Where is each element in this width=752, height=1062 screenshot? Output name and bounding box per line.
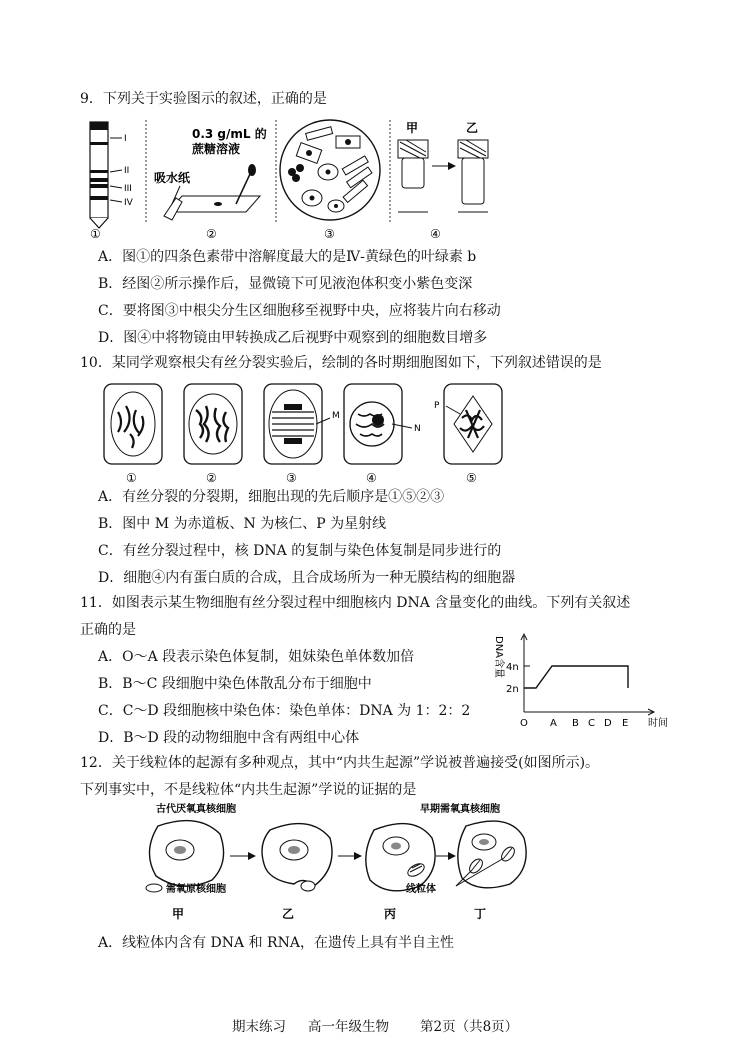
footer-left: 期末练习 bbox=[232, 1019, 286, 1035]
q10-option-c: C．有丝分裂过程中，核 DNA 的复制与染色体复制是同步进行的 bbox=[98, 543, 502, 559]
paper-label: 吸水纸 bbox=[154, 171, 191, 185]
lens-label-a: 甲 bbox=[406, 121, 419, 135]
q12-stem-line2: 下列事实中，不是线粒体“内共生起源”学说的证据的是 bbox=[80, 782, 417, 798]
mitochondria-label: 线粒体 bbox=[406, 884, 436, 895]
chart-xtick-b: B bbox=[572, 718, 579, 729]
early-cell-label: 早期需氧真核细胞 bbox=[420, 804, 500, 815]
chart-xtick-o: O bbox=[520, 718, 528, 729]
q11-option-a: A．O～A 段表示染色体复制，姐妹染色单体数加倍 bbox=[98, 649, 415, 665]
q10-option-d: D．细胞④内有蛋白质的合成，且合成场所为一种无膜结构的细胞器 bbox=[98, 570, 516, 586]
cell-label-4: ④ bbox=[366, 471, 377, 485]
stage-label-3: 丙 bbox=[384, 907, 397, 921]
band-label-3: III bbox=[124, 184, 132, 194]
mitosis-cell-3 bbox=[264, 384, 340, 464]
panel-label-2: ② bbox=[206, 227, 217, 240]
dna-chart bbox=[488, 630, 682, 730]
q9-option-c: C．要将图③中根尖分生区细胞移至视野中央，应将装片向右移动 bbox=[98, 303, 501, 319]
endosymbiosis-figure bbox=[130, 800, 530, 924]
q9-figure bbox=[80, 116, 510, 240]
chart-ytick-4n: 4n bbox=[506, 662, 519, 673]
q10-option-a: A．有丝分裂的分裂期，细胞出现的先后顺序是①⑤②③ bbox=[98, 489, 445, 505]
panel-label-4: ④ bbox=[430, 227, 441, 240]
objective-lenses bbox=[398, 121, 488, 212]
q11-option-c: C．C～D 段细胞核中染色体：染色单体：DNA 为 1：2：2 bbox=[98, 703, 471, 719]
mitosis-cell-2 bbox=[184, 384, 242, 464]
chart-dna-line bbox=[524, 666, 628, 688]
q10-stem: 10．某同学观察根尖有丝分裂实验后，绘制的各时期细胞图如下，下列叙述错误的是 bbox=[80, 355, 602, 371]
label-n: N bbox=[414, 424, 421, 434]
footer-middle: 高一年级生物 bbox=[308, 1019, 389, 1035]
chromatography-strip bbox=[90, 122, 134, 228]
stage-label-4: 丁 bbox=[474, 907, 487, 921]
lens-label-b: 乙 bbox=[466, 121, 479, 135]
microscope-view bbox=[280, 120, 380, 220]
chart-xtick-e: E bbox=[622, 718, 629, 729]
panel-label-1: ① bbox=[90, 227, 101, 240]
prokaryote-label: 需氧原核细胞 bbox=[166, 884, 226, 895]
q12-stem-line1: 12．关于线粒体的起源有多种观点，其中“内共生起源”学说被普遍接受(如图所示)。 bbox=[80, 755, 600, 771]
mitosis-cell-1 bbox=[104, 384, 162, 464]
q11-stem-line2: 正确的是 bbox=[80, 622, 136, 638]
stage-label-2: 乙 bbox=[282, 907, 295, 921]
chart-xtick-c: C bbox=[588, 718, 595, 729]
band-label-2: II bbox=[124, 166, 130, 176]
cell-label-3: ③ bbox=[286, 471, 297, 485]
cell-label-2: ② bbox=[206, 471, 217, 485]
q12-option-a: A．线粒体内含有 DNA 和 RNA，在遗传上具有半自主性 bbox=[98, 935, 454, 951]
band-label-1: I bbox=[124, 134, 127, 144]
footer-page: 第2页（共8页） bbox=[420, 1019, 519, 1035]
q10-figure bbox=[100, 382, 520, 486]
chart-xlabel: 时间 bbox=[648, 718, 668, 729]
q11-option-b: B．B～C 段细胞中染色体散乱分布于细胞中 bbox=[98, 676, 372, 692]
cell-stage-1 bbox=[146, 821, 226, 895]
q10-option-b: B．图中 M 为赤道板、N 为核仁、P 为星射线 bbox=[98, 516, 387, 532]
solution-label-1: 0.3 g/mL 的 bbox=[192, 127, 267, 141]
mitosis-cell-4 bbox=[344, 384, 421, 464]
q11-stem-line1: 11．如图表示某生物细胞有丝分裂过程中细胞核内 DNA 含量变化的曲线。下列有关叙述 bbox=[80, 595, 631, 611]
q9-option-d: D．图④中将物镜由甲转换成乙后视野中观察到的细胞数目增多 bbox=[98, 330, 488, 346]
chart-ylabel: DNA含量 bbox=[493, 636, 504, 679]
stage-label-1: 甲 bbox=[172, 907, 185, 921]
chart-xtick-d: D bbox=[604, 718, 612, 729]
label-p: P bbox=[434, 401, 440, 411]
cell-stage-2 bbox=[262, 824, 332, 891]
cell-label-1: ① bbox=[126, 471, 137, 485]
mitosis-cell-5 bbox=[434, 384, 502, 464]
q9-stem: 9．下列关于实验图示的叙述，正确的是 bbox=[80, 91, 327, 107]
ancient-cell-label: 古代厌氧真核细胞 bbox=[156, 804, 236, 815]
q9-option-a: A．图①的四条色素带中溶解度最大的是Ⅳ-黄绿色的叶绿素 b bbox=[98, 249, 477, 265]
label-m: M bbox=[332, 411, 340, 421]
cell-stage-3 bbox=[366, 824, 435, 891]
band-label-4: IV bbox=[124, 198, 133, 208]
solution-label-2: 蔗糖溶液 bbox=[192, 142, 241, 156]
chart-ytick-2n: 2n bbox=[506, 684, 519, 695]
q9-option-b: B．经图②所示操作后，显微镜下可见液泡体积变小紫色变深 bbox=[98, 276, 473, 292]
cell-label-5: ⑤ bbox=[466, 471, 477, 485]
chart-xtick-a: A bbox=[550, 718, 557, 729]
slide-dropper-setup bbox=[154, 126, 267, 220]
q11-option-d: D．B～D 段的动物细胞中含有两组中心体 bbox=[98, 730, 360, 746]
panel-label-3: ③ bbox=[324, 227, 335, 240]
